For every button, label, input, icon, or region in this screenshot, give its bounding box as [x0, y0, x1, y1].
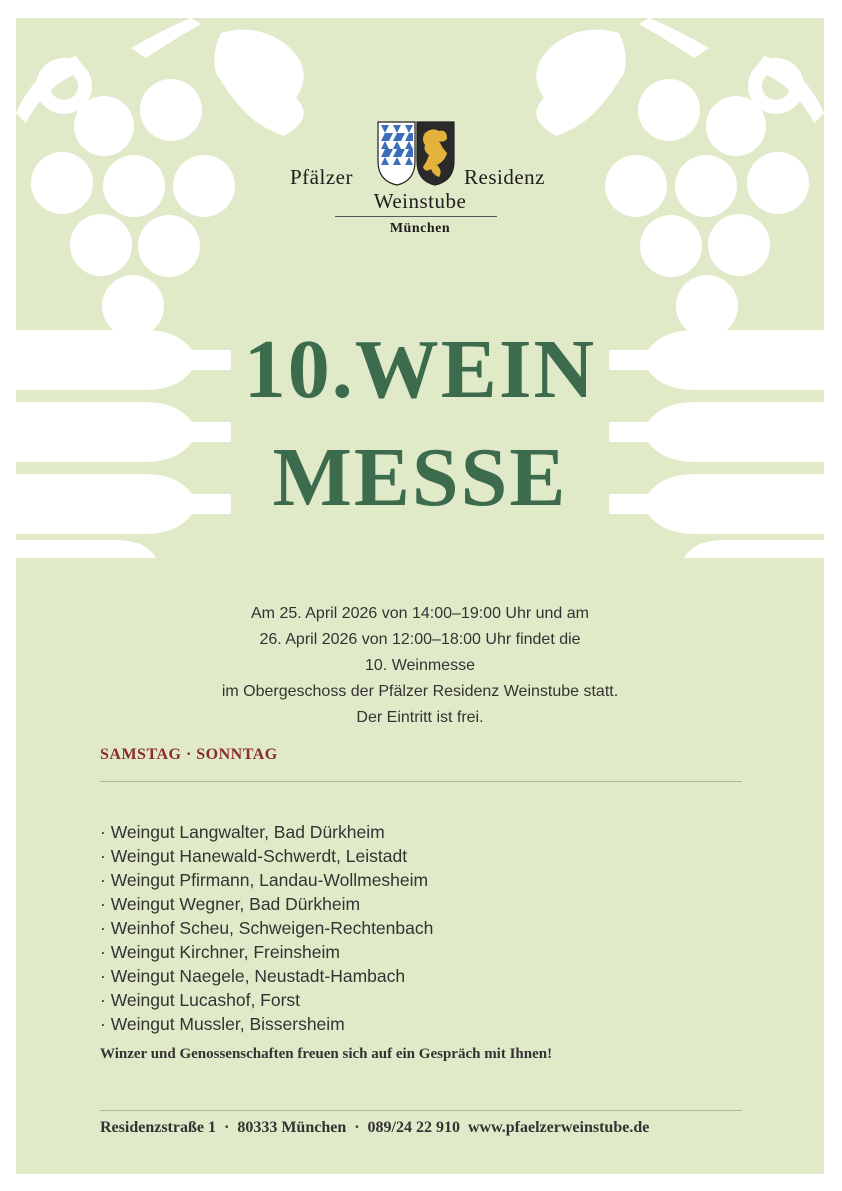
days-heading: SAMSTAG · SONNTAG	[100, 746, 278, 763]
logo-word-pfaelzer: Pfälzer	[290, 165, 353, 189]
logo-divider	[335, 216, 497, 217]
event-title-line-2: MESSE	[272, 431, 568, 524]
logo-word-weinstube: Weinstube	[373, 189, 467, 213]
logo-word-residenz: Residenz	[464, 165, 545, 189]
poster	[16, 18, 824, 1174]
coat-of-arms-icon	[377, 121, 455, 187]
winery-item: · Weingut Lucashof, Forst	[100, 990, 301, 1010]
contact-footer: Residenzstraße 1 · 80333 München · 089/24 22 910 www.pfaelzerweinstube.de	[100, 1119, 650, 1136]
intro-line: im Obergeschoss der Pfälzer Residenz Weinstube statt.	[221, 683, 619, 700]
winery-item: · Weingut Kirchner, Freinsheim	[100, 942, 340, 962]
intro-line: 26. April 2026 von 12:00–18:00 Uhr findet die	[259, 631, 581, 648]
logo-city: München	[389, 221, 451, 236]
event-description	[100, 601, 740, 731]
event-title-line-1: 10.WEIN	[243, 323, 597, 416]
intro-line: 10. Weinmesse	[365, 657, 475, 674]
winery-item: · Weingut Wegner, Bad Dürkheim	[100, 894, 361, 914]
winery-list	[100, 820, 433, 1036]
winery-item: · Weingut Mussler, Bissersheim	[100, 1014, 345, 1034]
vine-stem-left	[131, 18, 201, 58]
footer-divider	[100, 1110, 742, 1111]
winery-item: · Weingut Langwalter, Bad Dürkheim	[100, 822, 385, 842]
intro-line: Am 25. April 2026 von 14:00–19:00 Uhr und am	[251, 605, 589, 622]
winery-item: · Weingut Hanewald-Schwerdt, Leistadt	[100, 846, 408, 866]
divider	[100, 781, 742, 782]
winery-item: · Weingut Naegele, Neustadt-Hambach	[100, 966, 406, 986]
winery-item: · Weingut Pfirmann, Landau-Wollmesheim	[100, 870, 429, 890]
intro-line: Der Eintritt ist frei.	[356, 709, 484, 726]
closing-note: Winzer und Genossenschaften freuen sich auf ein Gespräch mit Ihnen!	[100, 1046, 553, 1062]
vine-stem-right	[639, 18, 709, 58]
restaurant-logo	[16, 121, 824, 241]
winery-item: · Weinhof Scheu, Schweigen-Rechtenbach	[100, 918, 434, 938]
